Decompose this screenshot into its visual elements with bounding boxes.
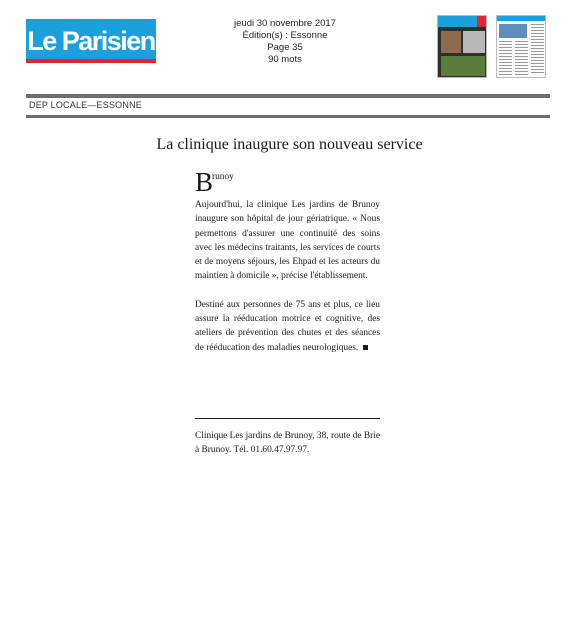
thumbnail-photo xyxy=(441,31,461,53)
article-headline: La clinique inaugure son nouveau service xyxy=(156,136,423,153)
article-paragraph xyxy=(195,298,380,355)
info-box: Clinique Les jardins de Brunoy, 38, route de Brie à Brunoy. Tél. 01.60.47.97.97. xyxy=(195,431,380,456)
dateline xyxy=(195,167,380,198)
article-body xyxy=(195,167,380,355)
article-paragraph: Aujourd'hui, la clinique Les jardins de Brunoy inaugure son hôpital de jour gériatrique. « Nous permettons d'assurer une continuité des soins avec les médecins traitants, les services de courts et de moyens séjours, les Ehpad et les acteurs du maintien à domicile », précise l'établissement. xyxy=(195,200,380,282)
thumbnail-photo xyxy=(499,24,527,38)
drop-cap: B xyxy=(195,167,214,197)
dateline-place: runoy xyxy=(212,172,234,182)
thumbnail-photo xyxy=(441,56,485,76)
word-count: 90 mots xyxy=(268,54,302,65)
thumbnail-masthead xyxy=(497,16,545,21)
section-label: DEP LOCALE—ESSONNE xyxy=(29,100,142,110)
section-rule-bottom xyxy=(26,115,550,118)
article-page-thumbnail[interactable] xyxy=(496,15,546,78)
thumbnail-text-column xyxy=(531,24,544,74)
publication-date: jeudi 30 novembre 2017 xyxy=(234,18,336,29)
article-meta xyxy=(200,18,370,66)
thumbnail-text-column xyxy=(515,41,528,75)
article-paragraph-text: Destiné aux personnes de 75 ans et plus, ce lieu assure la rééducation motrice et cognitive, des ateliers de prévention des chutes et des séances de rééducation des maladies neurologiques. xyxy=(195,299,380,353)
square-end-mark-icon xyxy=(363,345,368,350)
page-number: Page 35 xyxy=(267,42,303,53)
editions: Édition(s) : Essonne xyxy=(242,30,328,41)
section-rule-top xyxy=(26,94,550,98)
front-page-thumbnail[interactable] xyxy=(437,15,487,78)
le-parisien-logo: Le Parisien xyxy=(26,19,156,63)
thumbnail-photo xyxy=(463,31,485,53)
thumbnail-red-block xyxy=(477,16,486,27)
thumbnail-text-column xyxy=(499,41,512,75)
box-separator-rule xyxy=(195,418,380,419)
